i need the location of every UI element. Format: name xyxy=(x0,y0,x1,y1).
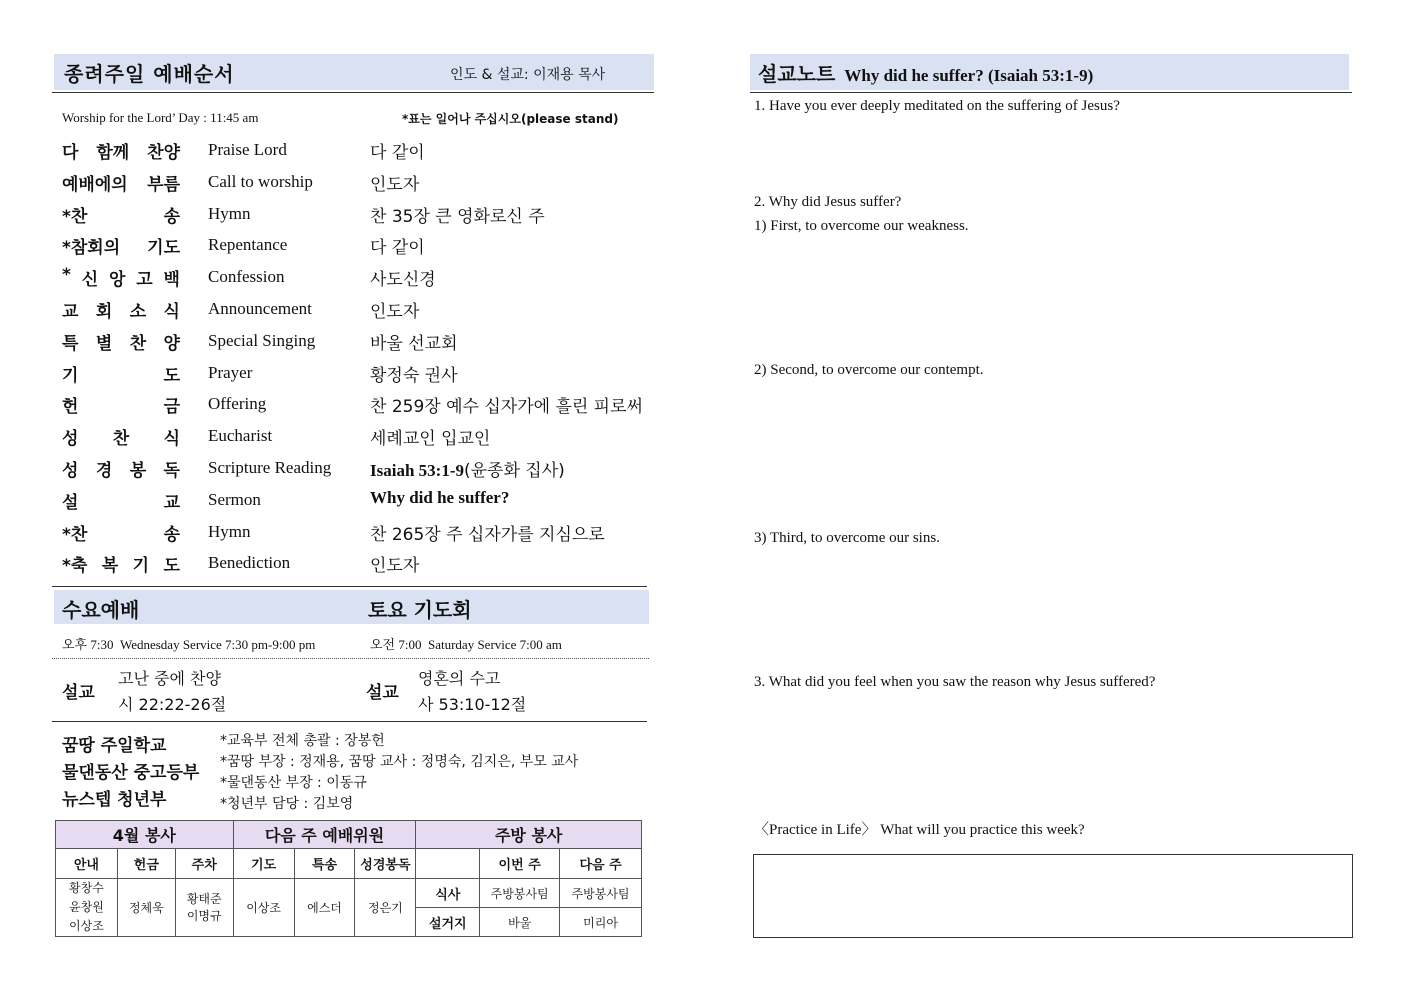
order-item-en: Hymn xyxy=(208,521,251,541)
wednesday-title: 수요예배 xyxy=(62,598,140,622)
sermon-note-title-ko: 설교노트 xyxy=(758,62,836,86)
april-service-header: 4월 봉사 xyxy=(56,821,234,849)
parking-name: 황태준 xyxy=(186,891,222,906)
question-2-point-2: 2) Second, to overcome our contempt. xyxy=(754,362,984,378)
kitchen-service-header: 주방 봉사 xyxy=(416,821,642,849)
order-item-detail-bold: Why did he suffer? xyxy=(370,487,510,507)
order-item-detail xyxy=(370,392,643,417)
staff-line: *청년부 담당 : 김보영 xyxy=(220,796,354,812)
order-item-ko: 성 찬 식 xyxy=(62,429,180,450)
col-reading: 성경봉독 xyxy=(355,849,416,879)
order-item-en: Sermon xyxy=(208,489,261,509)
order-item-en: Repentance xyxy=(208,235,288,255)
wednesday-sermon-label: 설교 xyxy=(62,683,95,703)
guide-name: 윤창원 xyxy=(69,900,104,914)
order-item-detail-bold: Isaiah 53:1-9 xyxy=(370,461,464,480)
group-children: 꿈땅 주일학교 xyxy=(62,736,167,756)
order-item-ko: 다 함께 찬양 xyxy=(62,143,180,163)
order-item-detail-text: (윤종화 집사) xyxy=(463,461,565,481)
order-item-en: Special Singing xyxy=(208,330,316,350)
next-week-header: 다음 주 예배위원 xyxy=(233,821,416,849)
order-item-detail xyxy=(370,138,425,163)
group-young-adults: 뉴스텝 청년부 xyxy=(62,790,167,810)
order-item-detail-text: 인도자 xyxy=(370,302,420,322)
sermon-note-title-en: Why did he suffer? (Isaiah 53:1-9) xyxy=(844,66,1094,85)
order-item-detail xyxy=(370,456,565,481)
col-offering: 헌금 xyxy=(117,849,175,879)
guide-name: 황창수 xyxy=(69,881,104,895)
order-row xyxy=(62,202,662,230)
col-blank xyxy=(416,849,480,879)
divider xyxy=(52,92,654,93)
order-item-detail-text: 황정숙 권사 xyxy=(370,365,458,386)
dish-label: 설거지 xyxy=(416,908,480,937)
prayer-cell: 이상조 xyxy=(233,879,294,937)
question-2-point-3: 3) Third, to overcome our sins. xyxy=(754,530,940,546)
order-item-ko: *찬 송 xyxy=(62,206,180,227)
order-item-en: Benediction xyxy=(208,553,291,573)
divider xyxy=(750,92,1352,93)
order-item-detail xyxy=(370,551,419,576)
order-item-ko: 설 교 xyxy=(62,492,180,513)
service-table xyxy=(55,820,642,937)
order-item-ko: 교 회 소 식 xyxy=(62,302,180,322)
order-item-detail-text: 찬 259장 예수 십자가에 흘린 피로써 xyxy=(370,397,643,418)
saturday-time: 오전 7:00 Saturday Service 7:00 am xyxy=(370,637,562,652)
group-youth: 물댄동산 중고등부 xyxy=(62,763,200,783)
question-3: 3. What did you feel when you saw the reason why Jesus suffered? xyxy=(754,674,1156,690)
practice-answer-box[interactable] xyxy=(753,854,1353,938)
col-prayer: 기도 xyxy=(233,849,294,879)
order-item-en: Scripture Reading xyxy=(208,458,332,477)
order-row xyxy=(62,456,662,484)
order-item-en: Call to worship xyxy=(208,171,313,191)
order-item-en: Offering xyxy=(208,394,267,414)
saturday-sermon-title: 영혼의 수고 xyxy=(418,669,501,688)
staff-line: *꿈땅 부장 : 정재용, 꿈땅 교사 : 정명숙, 김지은, 부모 교사 xyxy=(220,754,579,770)
divider xyxy=(52,586,647,587)
order-item-detail xyxy=(370,329,458,354)
practice-prompt: 〈Practice in Life〉 What will you practice this week? xyxy=(754,822,1085,838)
order-item-ko: *축 복 기 도 xyxy=(62,556,180,577)
order-item-detail xyxy=(370,233,425,258)
order-item-detail-text: 찬 35장 큰 영화로신 주 xyxy=(370,206,545,227)
saturday-title: 토요 기도회 xyxy=(368,598,472,622)
col-next-week: 다음 주 xyxy=(560,849,642,879)
col-this-week: 이번 주 xyxy=(480,849,560,879)
order-row xyxy=(62,551,662,579)
order-item-en: Eucharist xyxy=(208,426,273,446)
order-row xyxy=(62,170,662,198)
page-title: 종려주일 예배순서 xyxy=(64,62,235,86)
worship-time: Worship for the Lord’ Day : 11:45 am xyxy=(62,110,259,125)
order-item-detail xyxy=(370,202,545,227)
meal-this-week: 주방봉사팀 xyxy=(480,879,560,908)
order-row xyxy=(62,233,662,261)
order-item-ko: 성 경 봉 독 xyxy=(62,461,180,481)
question-2-point-1: 1) First, to overcome our weakness. xyxy=(754,218,969,234)
staff-line: *교육부 전체 총괄 : 장봉헌 xyxy=(220,733,385,749)
order-item-detail-text: 다 같이 xyxy=(370,238,425,259)
wednesday-sermon-title: 고난 중에 찬양 xyxy=(118,669,221,688)
order-row xyxy=(62,297,662,325)
order-item-detail xyxy=(370,170,419,195)
question-1: 1. Have you ever deeply meditated on the suffering of Jesus? xyxy=(754,98,1120,114)
col-guide: 안내 xyxy=(56,849,118,879)
order-item-detail-text: 사도신경 xyxy=(370,270,436,291)
order-row xyxy=(62,361,662,389)
special-cell: 에스더 xyxy=(294,879,355,937)
order-item-ko: 특 별 찬 양 xyxy=(62,333,180,354)
sermon-note-title xyxy=(758,58,1093,87)
order-item-en: Announcement xyxy=(208,299,312,318)
col-special: 특송 xyxy=(294,849,355,879)
order-row xyxy=(62,520,662,548)
stand-note: *표는 일어나 주십시오(please stand) xyxy=(402,112,619,126)
order-item-en: Prayer xyxy=(208,362,253,382)
order-item-detail-text: 인도자 xyxy=(370,174,420,195)
preacher-label: 인도 & 설교: 이재용 목사 xyxy=(450,67,606,83)
order-item-ko: 예배에의 부름 xyxy=(62,174,180,195)
order-item-ko: 헌 금 xyxy=(62,397,180,418)
order-row xyxy=(62,424,662,452)
parking-cell xyxy=(175,879,233,937)
meal-label: 식사 xyxy=(416,879,480,908)
dish-this-week: 바울 xyxy=(480,908,560,937)
order-item-en: Hymn xyxy=(208,203,251,223)
order-item-detail-text: 세례교인 입교인 xyxy=(370,429,491,450)
guide-cell xyxy=(56,879,118,937)
order-item-detail-text: 바울 선교회 xyxy=(370,333,458,354)
saturday-sermon-label: 설교 xyxy=(366,683,399,703)
order-item-detail xyxy=(370,265,436,290)
order-item-detail xyxy=(370,297,419,322)
wednesday-sermon-ref: 시 22:22-26절 xyxy=(118,695,227,714)
order-item-detail xyxy=(370,488,509,508)
saturday-sermon-ref: 사 53:10-12절 xyxy=(418,695,527,714)
order-item-en: Praise Lord xyxy=(208,140,287,159)
wednesday-time: 오후 7:30 Wednesday Service 7:30 pm-9:00 pm xyxy=(62,637,316,652)
order-row xyxy=(62,329,662,357)
dish-next-week: 미리아 xyxy=(560,908,642,937)
order-row xyxy=(62,488,662,516)
question-2: 2. Why did Jesus suffer? xyxy=(754,194,902,210)
meal-next-week: 주방봉사팀 xyxy=(560,879,642,908)
reading-cell: 정은기 xyxy=(355,879,416,937)
guide-name: 이상조 xyxy=(69,919,104,933)
order-row xyxy=(62,392,662,420)
order-row xyxy=(62,138,662,166)
midweek-header xyxy=(54,590,649,624)
order-item-detail-text: 인도자 xyxy=(370,556,420,577)
divider xyxy=(52,721,647,722)
order-row xyxy=(62,265,662,293)
order-item-detail-text: 다 같이 xyxy=(370,143,425,163)
dotted-divider xyxy=(52,658,649,659)
order-item-ko: *참회의 기도 xyxy=(62,238,180,259)
order-item-en: Confession xyxy=(208,267,285,287)
parking-name: 이명규 xyxy=(186,908,222,923)
staff-line: *물댄동산 부장 : 이동규 xyxy=(220,775,367,791)
order-item-detail-text: 찬 265장 주 십자가를 지심으로 xyxy=(370,524,605,545)
col-parking: 주차 xyxy=(175,849,233,879)
order-item-ko: * 신 앙 고 백 xyxy=(62,265,180,291)
order-item-detail xyxy=(370,424,490,449)
offering-cell: 정체욱 xyxy=(117,879,175,937)
order-item-ko: 기 도 xyxy=(62,365,180,386)
order-item-detail xyxy=(370,520,605,545)
order-item-detail xyxy=(370,361,458,386)
order-item-ko: *찬 송 xyxy=(62,524,180,545)
